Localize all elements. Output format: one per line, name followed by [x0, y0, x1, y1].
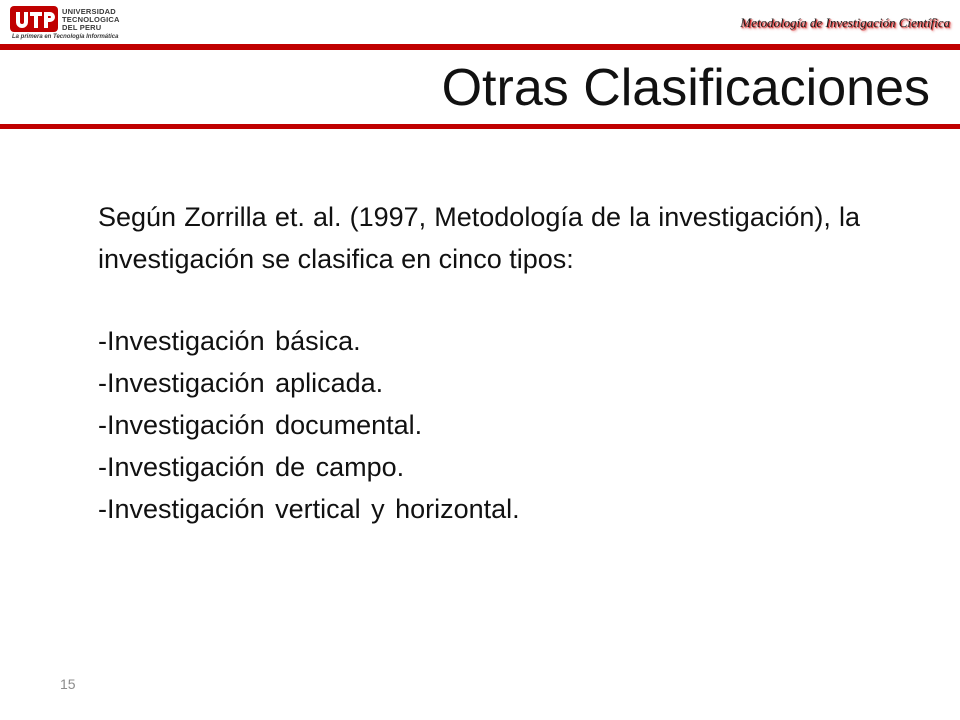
list-item: -Investigación documental. [98, 410, 423, 440]
list-item: -Investigación vertical y horizontal. [98, 494, 520, 524]
header-divider [0, 44, 960, 50]
list-item: -Investigación básica. [98, 326, 361, 356]
logo-line-2: TECNOLOGICA [62, 15, 120, 24]
logo-line-3: DEL PERU [62, 23, 102, 32]
utp-monogram-icon [10, 4, 58, 34]
slide-title: Otras Clasificaciones [441, 59, 930, 117]
university-logo [10, 4, 160, 42]
page-number: 15 [60, 676, 76, 692]
title-underline [0, 124, 960, 129]
logo-line-1: UNIVERSIDAD [62, 7, 116, 16]
slide-body [98, 196, 860, 530]
course-title: Metodología de Investigación Científica [740, 15, 950, 30]
intro-paragraph: Según Zorrilla et. al. (1997, Metodología de la investigación), la investigación se clasifica en cinco tipos: [98, 202, 860, 274]
classification-list [98, 320, 860, 530]
list-item: -Investigación aplicada. [98, 368, 384, 398]
list-item: -Investigación de campo. [98, 452, 405, 482]
logo-tagline: La primera en Tecnología Informática [12, 34, 119, 40]
